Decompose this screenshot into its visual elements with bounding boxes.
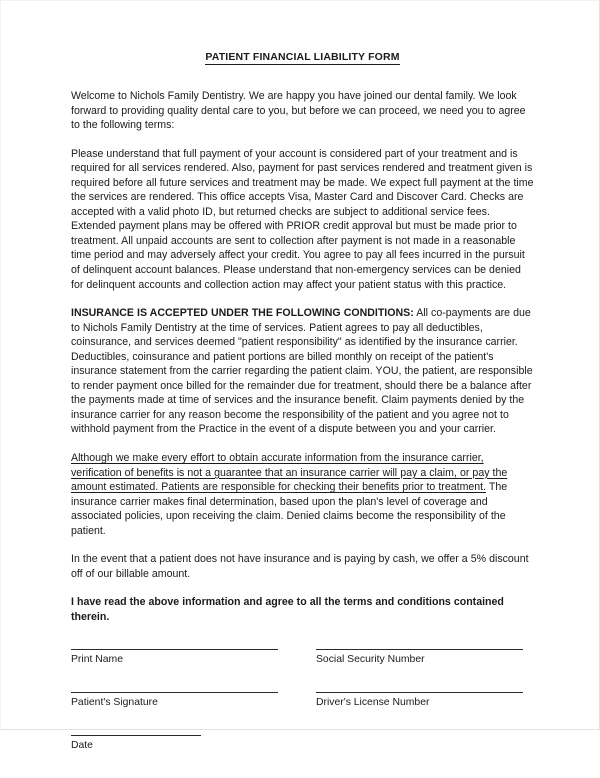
signature-line[interactable] bbox=[316, 692, 523, 693]
signature-field-date[interactable] bbox=[71, 735, 316, 752]
signature-row bbox=[71, 649, 534, 666]
spacer bbox=[71, 133, 534, 147]
signature-field-print-name[interactable] bbox=[71, 649, 316, 666]
paragraph-verification bbox=[71, 451, 534, 538]
spacer bbox=[71, 63, 534, 89]
page-title-text: PATIENT FINANCIAL LIABILITY FORM bbox=[205, 51, 400, 63]
signature-line[interactable] bbox=[71, 649, 278, 650]
signature-block bbox=[71, 649, 534, 752]
insurance-conditions-body: All co-payments are due to Nichols Family Dentistry at the time of services. Patient agrees to pay all deductibles, coinsurance, and services deemed "patient responsibility" as identified by the insurance carrier. Deductibles, coinsurance and patient portions are billed monthly on receipt of the patient's insurance statement from the carrier regarding the patient claim. YOU, the patient, are responsible to render payment once billed for the remainder due for treatment, should there be a balance after the payments made at time of services and the insurance benefit. Claim payments denied by the insurance carrier for any reason become the responsibility of the patient and you agree not to withhold payment from the Practice in the event of a dispute between you and your carrier. bbox=[71, 307, 533, 436]
signature-label: Social Security Number bbox=[316, 653, 425, 665]
verification-remaining-text: The insurance carrier makes final determination, based upon the plan's level of coverage and associated policies, upon receiving the claim. Denied claims become the responsibility of the patient. bbox=[71, 481, 508, 537]
signature-line[interactable] bbox=[316, 649, 523, 650]
paragraph-welcome: Welcome to Nichols Family Dentistry. We are happy you have joined our dental family. We look forward to providing quality dental care to you, but before we can proceed, we need you to agree to the following terms: bbox=[71, 90, 526, 132]
spacer bbox=[71, 581, 534, 595]
insurance-conditions-heading: INSURANCE IS ACCEPTED UNDER THE FOLLOWING CONDITIONS: bbox=[71, 307, 414, 320]
paragraph-insurance bbox=[71, 306, 534, 437]
signature-line[interactable] bbox=[71, 692, 278, 693]
signature-field-drivers-license-number[interactable] bbox=[316, 692, 534, 709]
paragraph-cash-discount: In the event that a patient does not have insurance and is paying by cash, we offer a 5% discount off of our billable amount. bbox=[71, 553, 529, 580]
spacer bbox=[71, 437, 534, 451]
spacer bbox=[71, 292, 534, 306]
agreement-statement bbox=[71, 595, 534, 624]
signature-field-patients-signature[interactable] bbox=[71, 692, 316, 709]
signature-label: Print Name bbox=[71, 653, 123, 665]
signature-field-social-security-number[interactable] bbox=[316, 649, 534, 666]
verification-underlined-text: Although we make every effort to obtain accurate information from the insurance carrier, verification of benefits is not a guarantee that an insurance carrier will pay a claim, or pay the amount estimated. Patients are responsible for checking their benefits prior to treatment. bbox=[71, 452, 508, 494]
page-title bbox=[71, 51, 534, 63]
spacer bbox=[71, 538, 534, 552]
signature-label: Driver's License Number bbox=[316, 696, 430, 708]
signature-row bbox=[71, 735, 534, 752]
signature-line[interactable] bbox=[71, 735, 201, 736]
signature-label: Patient's Signature bbox=[71, 696, 158, 708]
signature-row bbox=[71, 692, 534, 709]
paragraph-payment-terms: Please understand that full payment of your account is considered part of your treatment and is required for all services rendered. Also, payment for past services rendered and treatment given is required before all future services and treatment may be made. We expect full payment at the time the services are rendered. This office accepts Visa, Master Card and Discover Card. Checks are accepted with a valid photo ID, but returned checks are subject to additional service fees. Extended payment plans may be offered with PRIOR credit approval but must be made prior to treatment. All unpaid accounts are sent to collection after payment is not made in a reasonable time period and may adversely affect your credit. You agree to pay all fees incurred in the pursuit of delinquent account balances. Please understand that non-emergency services can be denied for delinquent accounts and collection action may affect your patient status with this practice. bbox=[71, 147, 534, 291]
document-content bbox=[71, 1, 534, 778]
agreement-statement-text: I have read the above information and agree to all the terms and conditions contained therein. bbox=[71, 596, 504, 623]
signature-label: Date bbox=[71, 739, 93, 751]
